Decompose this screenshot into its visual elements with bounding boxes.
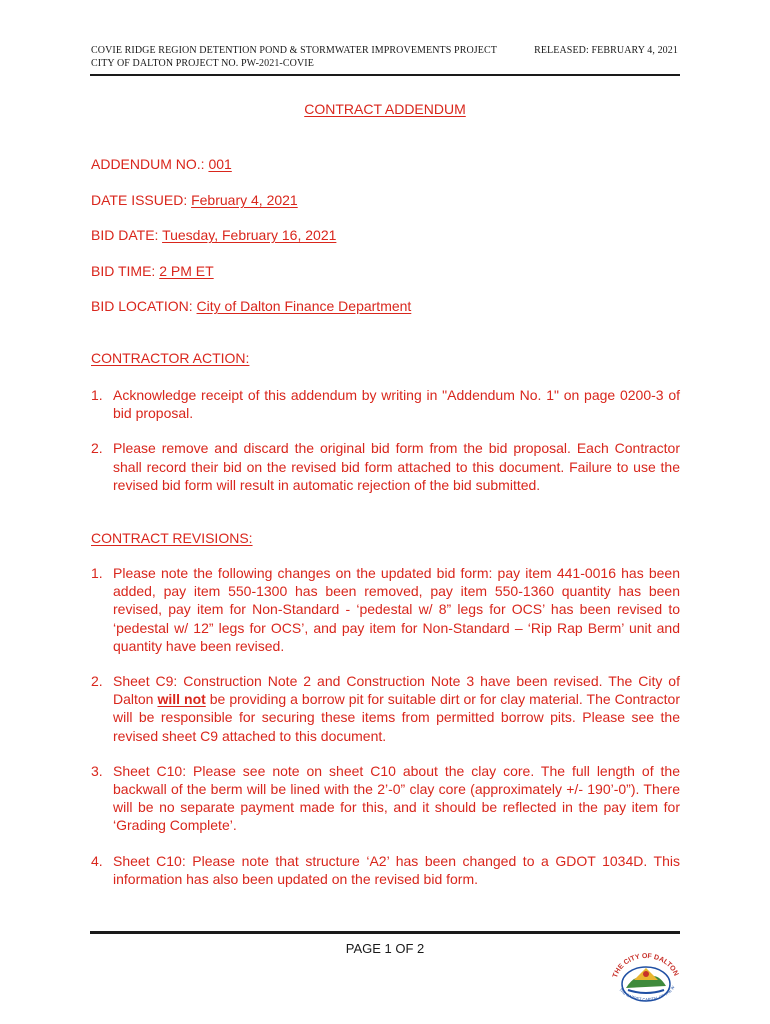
document-title: CONTRACT ADDENDUM: [304, 101, 466, 117]
seal-bottom-text: THE CARPET CAPITAL OF THE W: [618, 984, 676, 1002]
list-number: 2.: [91, 673, 103, 690]
list-number: 4.: [91, 852, 103, 869]
field-label: BID LOCATION:: [91, 298, 197, 314]
header-project: [91, 44, 497, 70]
list-number: 1.: [91, 565, 103, 581]
list-item: [91, 672, 680, 745]
footer-divider: [90, 931, 680, 934]
field-value: 001: [208, 156, 232, 172]
header-released: RELEASED: FEBRUARY 4, 2021: [534, 45, 678, 56]
contractor-action-list: [91, 386, 680, 494]
list-item: [91, 852, 680, 888]
field-value: 2 PM ET: [159, 263, 214, 279]
list-number: 3.: [91, 762, 103, 779]
will-not-emphasis: will not: [157, 691, 206, 708]
header-divider: [90, 74, 680, 76]
bid-date-field: [91, 226, 336, 244]
list-text: Sheet C10: Please see note on sheet C10 about the clay core. The full length of the backwall of the berm will be lined with the 2’-0” clay core (approximately +/- 190’-0”). There will be no separate payment made for this, and it should be reflected in the pay item for ‘Grading Complete’.: [113, 762, 680, 834]
list-number: 2.: [91, 440, 103, 457]
list-text-before: Sheet C9: Construction Note 2 and Construction Note 3 have been revised. The City of Dalton: [113, 673, 680, 708]
field-value: Tuesday, February 16, 2021: [162, 227, 337, 243]
page-number: PAGE 1 OF 2: [345, 941, 425, 956]
field-label: ADDENDUM NO.:: [91, 156, 209, 172]
header-project-line1: COVIE RIDGE REGION DETENTION POND & STORMWATER IMPROVEMENTS PROJECT: [91, 45, 497, 56]
addendum-number-field: [91, 155, 232, 173]
bid-time-field: [91, 262, 214, 280]
contractor-action-heading: CONTRACTOR ACTION:: [91, 350, 250, 366]
contract-revisions-list: [91, 564, 680, 888]
bid-location-field: [91, 297, 411, 315]
list-number: 1.: [91, 387, 103, 403]
list-item: [91, 439, 680, 494]
list-text: Please remove and discard the original bid form from the bid proposal. Each Contractor shall record their bid on the revised bid form attached to this document. Failure to use the revised bid form will result in automatic rejection of the bid submitted.: [113, 440, 680, 493]
list-item: [91, 762, 680, 835]
field-value: City of Dalton Finance Department: [196, 298, 412, 314]
list-item: [91, 386, 680, 422]
list-item: [91, 564, 680, 655]
field-label: BID TIME:: [91, 263, 160, 279]
list-text-after: be providing a borrow pit for suitable dirt or for clay material. The Contractor will be responsible for securing these items from permitted borrow pits. Please see the revised sheet C9 attached to this document.: [113, 691, 681, 744]
city-of-dalton-seal-logo: [606, 950, 686, 1008]
field-label: BID DATE:: [91, 227, 163, 243]
header-project-line2: CITY OF DALTON PROJECT NO. PW-2021-COVIE: [91, 58, 314, 69]
list-text: Sheet C10: Please note that structure ‘A2’ has been changed to a GDOT 1034D. This information has also been updated on the revised bid form.: [113, 852, 680, 887]
contract-revisions-heading: CONTRACT REVISIONS:: [91, 530, 253, 546]
field-value: February 4, 2021: [191, 192, 298, 208]
date-issued-field: [91, 191, 298, 209]
list-text: Please note the following changes on the updated bid form: pay item 441-0016 has been added, pay item 550-1300 has been removed, pay item 550-1360 quantity has been revised, pay item for Non-Standard - ‘pedestal w/ 8” legs for OCS’ has been revised to ‘pedestal w/ 12” legs for OCS’, and pay item for Non-Standard – ‘Rip Rap Berm’ unit and quantity have been revised.: [113, 565, 680, 654]
field-label: DATE ISSUED:: [91, 192, 192, 208]
list-text: Acknowledge receipt of this addendum by writing in "Addendum No. 1" on page 0200-3 of bid proposal.: [113, 387, 680, 422]
seal-top-text: THE CITY OF DALTON: [612, 952, 680, 979]
